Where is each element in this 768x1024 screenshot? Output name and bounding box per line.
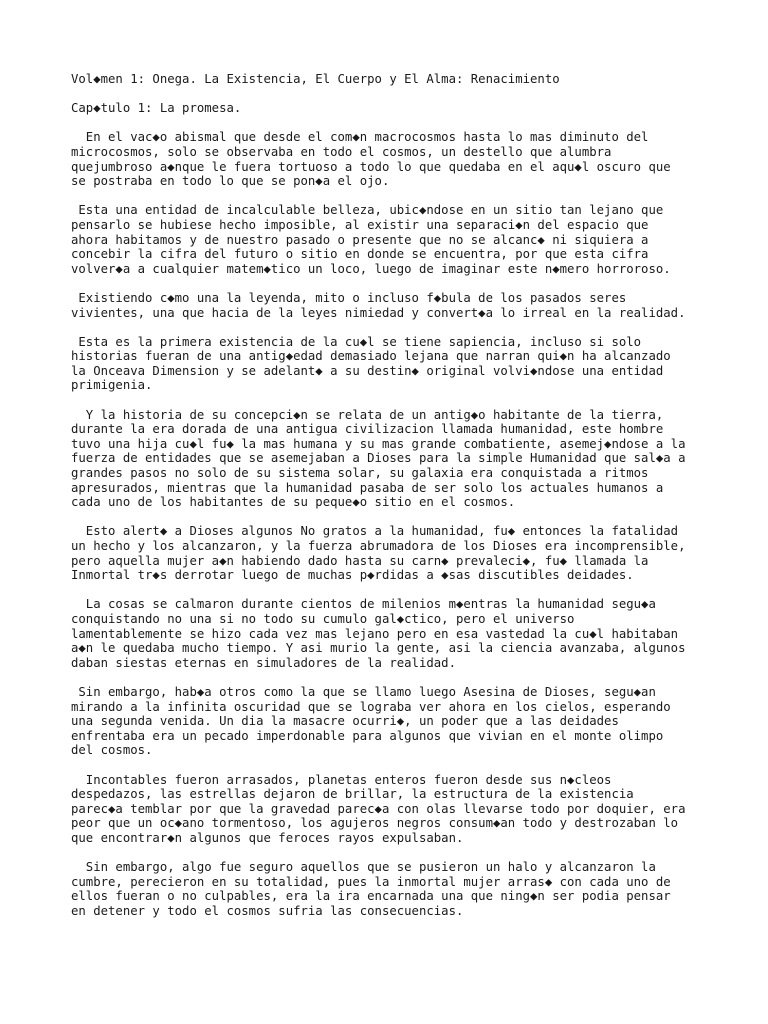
paragraph: Esta una entidad de incalculable belleza, ubic◆ndose en un sitio tan lejano que pensarlo se hubiese hecho imposible, al existir una separaci◆n del espacio que ahora habitamos y de nuestro pasado o presente que no se alcanc◆ ni siquiera a concebir la cifra del futuro o sitio en donde se encuentra, por que esta cifra volver◆a a cualquier matem◆tico un loco, luego de imaginar este n◆mero horroroso.	[71, 203, 671, 276]
paragraph: Existiendo c◆mo una la leyenda, mito o incluso f◆bula de los pasados seres vivientes, una que hacia de la leyes nimiedad y convert◆a lo irreal en la realidad.	[71, 290, 686, 320]
document-body	[71, 72, 711, 933]
paragraph: Sin embargo, hab◆a otros como la que se llamo luego Asesina de Dioses, segu◆an mirando a la infinita oscuridad que se lograba ver ahora en los cielos, esperando una segunda venida. Un dia la masacre ocurri◆, un poder que a las deidades enfrentaba era un pecado imperdonable para algunos que vivian en el monte olimpo del cosmos.	[71, 684, 671, 758]
paragraph: Y la historia de su concepci◆n se relata de un antig◆o habitante de la tierra, durante la era dorada de una antigua civilizacion llamada humanidad, este hombre tuvo una hija cu◆l fu◆ la mas humana y su mas grande combatiente, asemej◆ndose a la fuerza de entidades que se asemejaban a Dioses para la simple Humanidad que sal◆a a grandes pasos no solo de su sistema solar, su galaxia era conquistada a ritmos apresurados, mientras que la humanidad pasaba de ser solo los actuales humanos a cada uno de los habitantes de su peque◆o sitio en el cosmos.	[71, 407, 686, 510]
paragraph: La cosas se calmaron durante cientos de milenios m◆entras la humanidad segu◆a conquistando no una si no todo su cumulo gal◆ctico, pero el universo lamentablemente se hizo cada vez mas lejano pero en esa vastedad la cu◆l habitaban a◆n le quedaba mucho tiempo. Y asi murio la gente, asi la ciencia avanzaba, algunos daban siestas eternas en simuladores de la realidad.	[71, 597, 686, 670]
document-title: Vol◆men 1: Onega. La Existencia, El Cuerpo y El Alma: Renacimiento	[71, 72, 560, 86]
paragraph: Esto alert◆ a Dioses algunos No gratos a la humanidad, fu◆ entonces la fatalidad un hecho y los alcanzaron, y la fuerza abrumadora de los Dioses era incomprensible, pero aquella mujer a◆n habiendo dado hasta su carn◆ prevaleci◆, fu◆ llamada la Inmortal tr◆s derrotar luego de muchas p◆rdidas a ◆sas discutibles deidades.	[71, 524, 686, 583]
paragraph: Incontables fueron arrasados, planetas enteros fueron desde sus n◆cleos despedazos, las estrellas dejaron de brillar, la estructura de la existencia parec◆a temblar por que la gravedad parec◆a con olas llevarse todo por doquier, era peor que un oc◆ano tormentoso, los agujeros negros consum◆an todo y destrozaban lo que encontrar◆n algunos que feroces rayos expulsaban.	[71, 772, 686, 845]
paragraph: En el vac◆o abismal que desde el com◆n macrocosmos hasta lo mas diminuto del microcosmos, solo se observaba en todo el cosmos, un destello que alumbra quejumbroso a◆nque le fuera tortuoso a todo lo que quedaba en el aqu◆l oscuro que se postraba en todo lo que se pon◆a el ojo.	[71, 130, 671, 189]
paragraph: Esta es la primera existencia de la cu◆l se tiene sapiencia, incluso si solo historias fueran de una antig◆edad demasiado lejana que narran qui◆n ha alcanzado la Onceava Dimension y se adelant◆ a su destin◆ original volvi◆ndose una entidad primigenia.	[71, 334, 671, 393]
paragraph: Sin embargo, algo fue seguro aquellos que se pusieron un halo y alcanzaron la cumbre, perecieron en su totalidad, pues la inmortal mujer arras◆ con cada uno de ellos fueran o no culpables, era la ira encarnada una que ning◆n ser podia pensar en detener y todo el cosmos sufria las consecuencias.	[71, 860, 671, 918]
chapter-heading: Cap◆tulo 1: La promesa.	[71, 101, 242, 116]
